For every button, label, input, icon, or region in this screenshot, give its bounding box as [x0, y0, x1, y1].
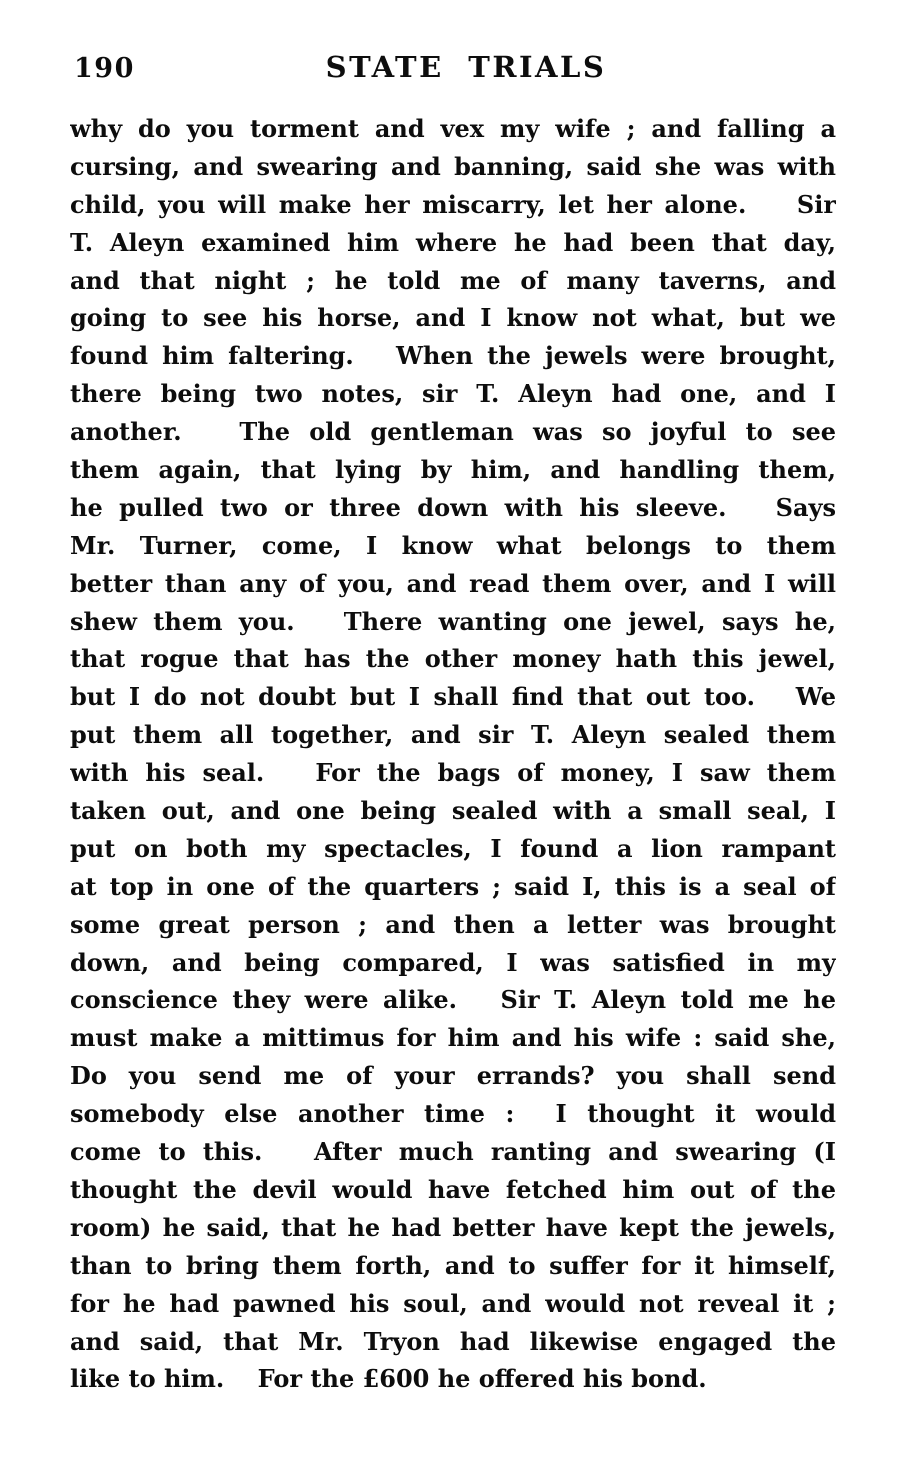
- text-line: child, you will make her miscarry, let her alone. Sir: [70, 189, 836, 219]
- text-line: conscience they were alike. Sir T. Aleyn told me he: [70, 985, 836, 1015]
- text-line: why do you torment and vex my wife ; and falling a: [70, 114, 836, 143]
- text-line: and that night ; he told me of many taverns, and: [70, 265, 836, 295]
- text-line: room) he said, that he had better have kept the jewels,: [70, 1212, 836, 1242]
- text-line: somebody else another time : I thought it would: [70, 1099, 836, 1129]
- page-body-text: [70, 110, 836, 1398]
- text-line: with his seal. For the bags of money, I saw them: [70, 758, 836, 788]
- text-line: at top in one of the quarters ; said I, this is a seal of: [70, 871, 836, 901]
- text-line: going to see his horse, and I know not what, but we: [70, 303, 836, 333]
- text-line: shew them you. There wanting one jewel, says he,: [70, 606, 836, 636]
- text-line: put on both my spectacles, I found a lion rampant: [70, 833, 836, 863]
- text-line: he pulled two or three down with his sleeve. Says: [70, 492, 836, 522]
- text-line: like to him. For the £600 he offered his bond.: [70, 1364, 707, 1394]
- page-number: 190: [74, 53, 135, 84]
- text-line: but I do not doubt but I shall find that out too. We: [70, 682, 836, 712]
- text-line: Mr. Turner, come, I know what belongs to them: [70, 530, 836, 560]
- text-line: come to this. After much ranting and swearing (I: [70, 1137, 836, 1167]
- text-line: cursing, and swearing and banning, said she was with: [70, 151, 836, 181]
- text-line: found him faltering. When the jewels were brought,: [70, 341, 836, 371]
- page-header: [68, 50, 836, 92]
- text-line: that rogue that has the other money hath this jewel,: [70, 644, 836, 674]
- text-line: Do you send me of your errands? you shall send: [70, 1061, 836, 1091]
- text-line: put them all together, and sir T. Aleyn sealed them: [70, 720, 836, 750]
- text-line: must make a mittimus for him and his wife : said she,: [70, 1023, 836, 1053]
- text-line: them again, that lying by him, and handling them,: [70, 455, 836, 485]
- text-line: than to bring them forth, and to suffer for it himself,: [70, 1250, 836, 1280]
- text-line: taken out, and one being sealed with a small seal, I: [70, 796, 836, 826]
- text-line: better than any of you, and read them over, and I will: [70, 568, 836, 598]
- text-line: there being two notes, sir T. Aleyn had one, and I: [70, 379, 836, 409]
- text-line: thought the devil would have fetched him out of the: [70, 1174, 836, 1204]
- text-line: some great person ; and then a letter was brought: [70, 909, 836, 939]
- text-line: for he had pawned his soul, and would not reveal it ;: [70, 1288, 836, 1318]
- text-line: T. Aleyn examined him where he had been that day,: [70, 227, 836, 257]
- running-title: STATE TRIALS: [325, 50, 607, 84]
- text-line: and said, that Mr. Tryon had likewise engaged the: [70, 1326, 836, 1356]
- text-line: down, and being compared, I was satisfied in my: [70, 947, 836, 977]
- text-line: another. The old gentleman was so joyful to see: [70, 417, 836, 447]
